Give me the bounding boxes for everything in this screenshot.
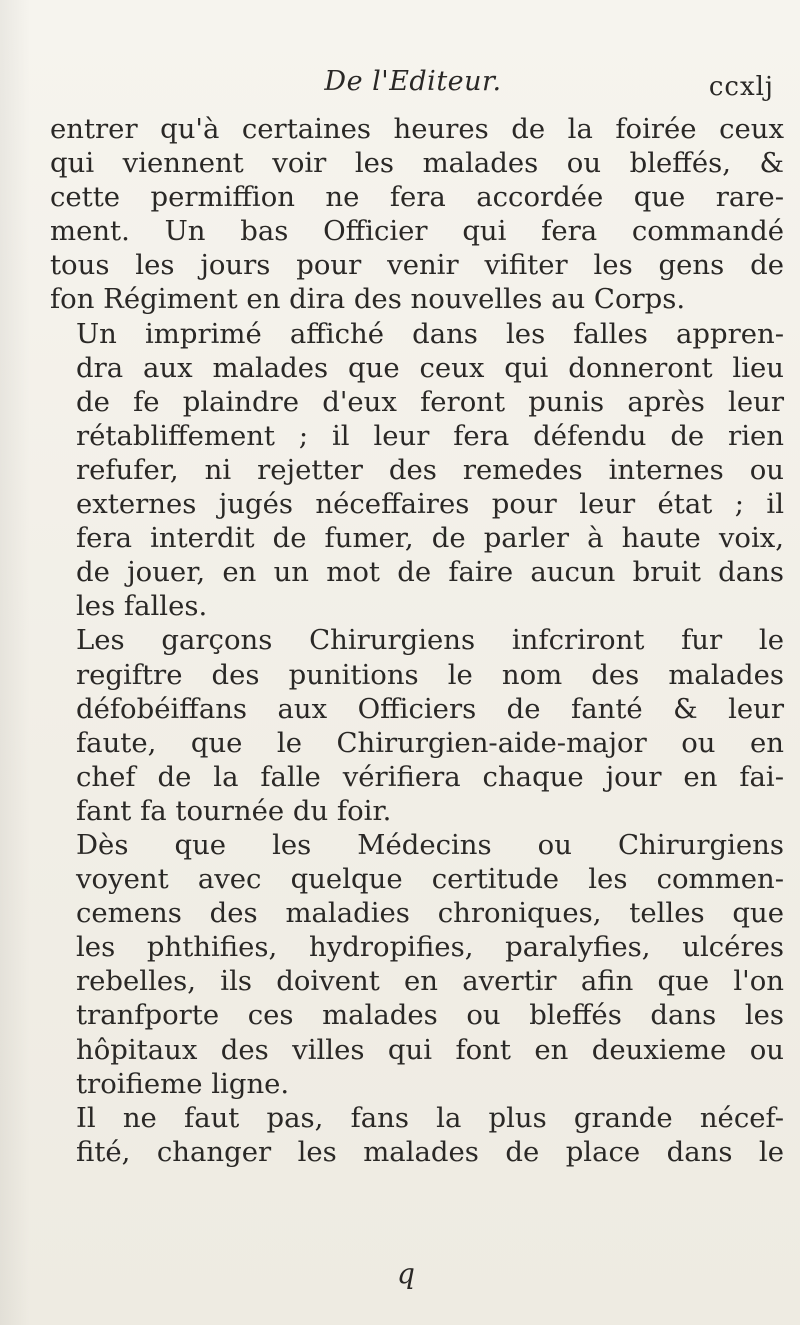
text-line: les falles. xyxy=(76,590,208,623)
paragraph xyxy=(50,623,784,828)
text-line: rebelles, ils doivent en avertir afin que l'on xyxy=(76,965,784,998)
text-line: fité, changer les malades de place dans le xyxy=(76,1135,784,1168)
text-line: fon Régiment en dira des nouvelles au Corps. xyxy=(50,283,686,316)
signature-mark: q xyxy=(397,1257,415,1290)
text-line: chef de la falle vérifiera chaque jour en fai- xyxy=(76,760,784,793)
text-line: Il ne faut pas, fans la plus grande nécef- xyxy=(76,1101,784,1134)
text-line: voyent avec quelque certitude les commen- xyxy=(76,863,784,896)
text-line: externes jugés néceffaires pour leur état ; il xyxy=(76,488,784,521)
text-line: Les garçons Chirurgiens infcriront fur le xyxy=(76,624,784,657)
text-line: hôpitaux des villes qui font en deuxieme ou xyxy=(76,1033,784,1066)
paragraph xyxy=(50,1101,784,1169)
body-text xyxy=(50,112,784,1169)
text-line: fera interdit de fumer, de parler à haute voix, xyxy=(76,522,784,555)
text-line: ment. Un bas Officier qui fera commandé xyxy=(50,215,784,248)
text-line: tous les jours pour venir vifiter les gens de xyxy=(50,249,784,282)
text-line: les phthifies, hydropifies, paralyfies, ulcéres xyxy=(76,931,784,964)
running-title: De l'Editeur. xyxy=(324,66,502,97)
text-line: de fe plaindre d'eux feront punis après leur xyxy=(76,385,784,418)
text-line: qui viennent voir les malades ou bleffés, & xyxy=(50,147,784,180)
text-line: entrer qu'à certaines heures de la foirée ceux xyxy=(50,113,784,145)
paragraph xyxy=(50,317,784,624)
text-line: de jouer, en un mot de faire aucun bruit dans xyxy=(76,556,784,589)
text-line: dra aux malades que ceux qui donneront lieu xyxy=(76,351,784,384)
text-line: cette permiffion ne fera accordée que rare- xyxy=(50,181,784,214)
text-line: Dès que les Médecins ou Chirurgiens xyxy=(76,828,784,861)
text-line: refufer, ni rejetter des remedes internes ou xyxy=(76,453,784,486)
text-line: fant fa tournée du foir. xyxy=(76,794,392,827)
paragraph xyxy=(50,112,784,317)
page-number: ccxlj xyxy=(708,72,774,102)
page-header xyxy=(52,66,774,110)
text-line: cemens des maladies chroniques, telles que xyxy=(76,897,784,930)
paragraph xyxy=(50,828,784,1101)
text-line: défobéiffans aux Officiers de fanté & leur xyxy=(76,692,784,725)
text-line: Un imprimé affiché dans les falles appren- xyxy=(76,317,784,350)
text-line: troifieme ligne. xyxy=(76,1067,290,1100)
text-line: faute, que le Chirurgien-aide-major ou en xyxy=(76,726,784,759)
text-line: rétabliffement ; il leur fera défendu de rien xyxy=(76,419,784,452)
text-line: regiftre des punitions le nom des malades xyxy=(76,658,784,691)
text-line: tranfporte ces malades ou bleffés dans les xyxy=(76,999,784,1032)
